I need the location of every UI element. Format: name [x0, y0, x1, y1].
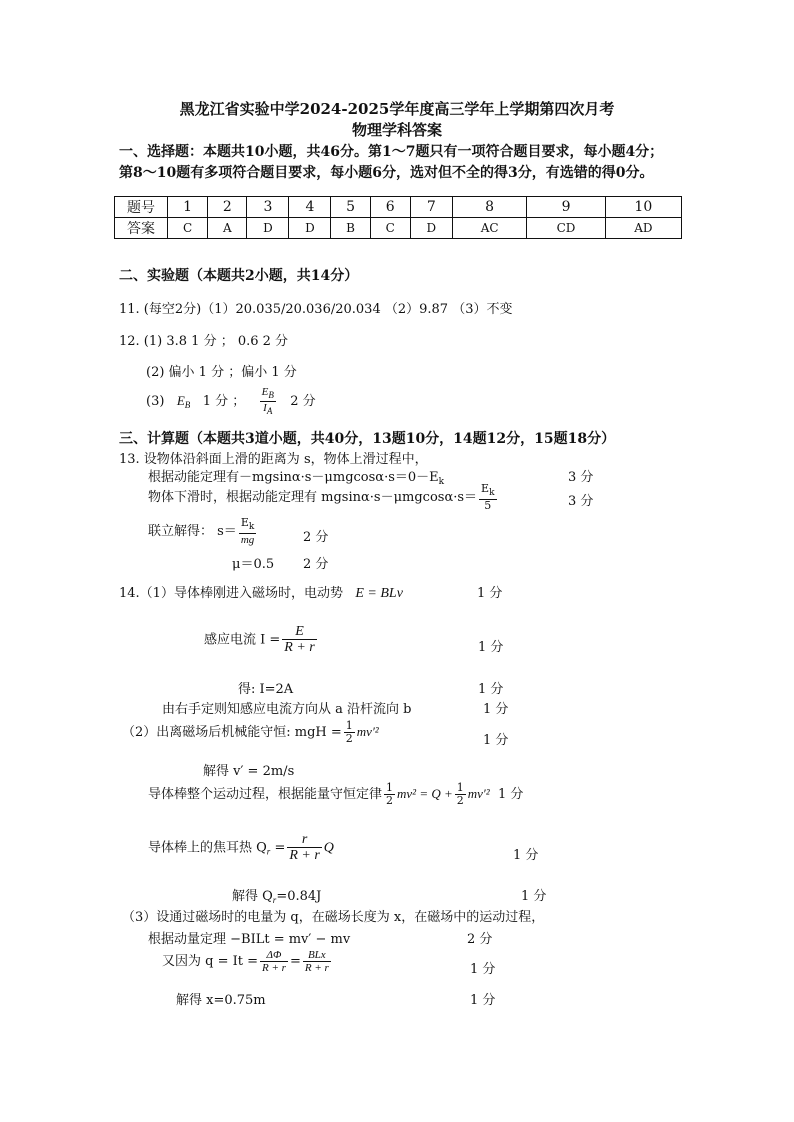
q14-line7-fraction2	[455, 782, 466, 807]
q13-line3-den: 5	[484, 498, 492, 512]
q14-line7-text: 导体棒整个运动过程，根据能量守恒定律	[148, 787, 383, 803]
q12-part2: (2) 偏小 1 分 ；偏小 1 分	[146, 365, 297, 380]
table-cell: 6	[370, 197, 410, 218]
q14-line12-fraction2	[303, 949, 331, 974]
q14-line7-den1: 2	[386, 794, 394, 808]
table-cell: D	[410, 218, 452, 239]
q13-line3-num-sub: k	[489, 488, 495, 498]
q13-line5-score: 2 分	[303, 557, 329, 572]
table-row-numbers	[115, 197, 682, 218]
q12-eb-symbol: E	[176, 392, 185, 408]
q14-line5-text: （2）出离磁场后机械能守恒: mgH =	[122, 725, 342, 741]
q14-line7-mid: mv² = Q +	[397, 786, 453, 802]
table-cell: 10	[605, 197, 681, 218]
q14-line7-fraction1	[384, 782, 395, 807]
q14-line5-den: 2	[345, 732, 353, 746]
q14-line8-num: r	[287, 832, 321, 848]
q14-line12-score: 1 分	[470, 962, 496, 977]
table-cell: 9	[527, 197, 605, 218]
q14-line1-text: 14.（1）导体棒刚进入磁场时，电动势	[119, 586, 343, 601]
q14-line8-den: R + r	[289, 848, 320, 864]
q13-line1: 13. 设物体沿斜面上滑的距离为 s，物体上滑过程中，	[119, 452, 428, 467]
q13-line4-num-sub: k	[248, 522, 255, 532]
q14-line12-num1: ΔΦ	[260, 949, 288, 962]
q14-line12-eq: =	[289, 954, 301, 970]
q14-line1-score: 1 分	[477, 586, 503, 601]
q13-line4-den: mg	[240, 533, 255, 546]
table-cell: D	[289, 218, 331, 239]
q13-line4	[148, 517, 258, 546]
q14-line6: 解得 v′ = 2m/s	[203, 764, 295, 779]
section1-heading-line1: 一、选择题：本题共10小题，共46分。第1～7题只有一项符合题目要求，每小题4分；	[119, 144, 664, 160]
q14-line3: 得: I=2A	[238, 682, 294, 697]
q13-line2-sub: k	[438, 477, 445, 487]
table-cell: AC	[452, 218, 527, 239]
q13-line4-fraction	[239, 517, 257, 546]
answer-table	[114, 196, 682, 239]
q13-line2-text: 根据动能定理有－mgsinα·s－μmgcosα·s＝0－E	[148, 470, 439, 485]
table-cell: AD	[605, 218, 681, 239]
q14-line2-num: E	[282, 624, 316, 640]
q14-line5-post: mv′²	[356, 724, 379, 740]
q14-line2-score: 1 分	[478, 640, 504, 655]
q14-line5-fraction	[344, 720, 355, 745]
q14-line12-den1: R + r	[262, 962, 286, 975]
exam-title: 黑龙江省实验中学2024-2025学年度高三学年上学期第四次月考	[179, 100, 615, 118]
q14-line4: 由右手定则知感应电流方向从 a 沿杆流向 b	[162, 702, 412, 717]
q13-line4-score: 2 分	[303, 530, 329, 545]
q12-part3-label: (3)	[146, 393, 165, 409]
q14-line5-score: 1 分	[483, 733, 509, 748]
q12-frac-den-sub: A	[266, 405, 273, 416]
q14-line7-num1: 1	[386, 781, 394, 794]
q14-line2-den: R + r	[284, 640, 315, 656]
q14-line11-score: 2 分	[467, 932, 493, 947]
table-cell: C	[168, 218, 208, 239]
q14-line7-num2: 1	[456, 781, 464, 794]
q14-line9	[232, 885, 321, 905]
q14-line11: 根据动量定理 −BILt = mv′ − mv	[148, 932, 351, 947]
section2-heading: 二、实验题（本题共2小题，共14分）	[119, 268, 359, 284]
table-cell: 5	[331, 197, 370, 218]
q13-line3-num: E	[481, 482, 490, 495]
table-cell: 1	[168, 197, 208, 218]
table-row-answers	[115, 218, 682, 239]
q14-line8-eq: =	[270, 840, 286, 856]
section1-heading-line2: 第8～10题有多项符合题目要求，每小题6分，选对但不全的得3分，有选错的得0分。	[119, 165, 654, 181]
table-cell: D	[247, 218, 289, 239]
q12-part1: 12. (1) 3.8 1 分 ； 0.6 2 分	[119, 334, 289, 349]
q12-frac-den: I	[263, 401, 267, 414]
q14-line12-num2: BLx	[303, 949, 331, 962]
q14-line12-den2: R + r	[304, 962, 329, 975]
table-cell: C	[370, 218, 410, 239]
q14-line3-score: 1 分	[478, 682, 504, 697]
q14-line7-score: 1 分	[497, 787, 524, 803]
q14-line9-text: 解得 Q	[232, 889, 273, 904]
q14-line2-fraction	[282, 624, 316, 656]
q12-part3-score2: 2 分	[290, 393, 316, 409]
q14-line8-sub: r	[266, 846, 271, 857]
q11-answer: 11. (每空2分)（1）20.035/20.036/20.034 （2）9.87 （3）不变	[119, 302, 513, 317]
table-cell: 8	[452, 197, 527, 218]
q12-fraction	[260, 386, 276, 417]
q14-line8-text: 导体棒上的焦耳热 Q	[148, 840, 267, 856]
q13-line3-text: 物体下滑时，根据动能定理有 mgsinα·s－μmgcosα·s＝	[148, 490, 478, 505]
q13-line3	[148, 483, 499, 512]
q14-line12-fraction1	[260, 949, 288, 974]
q14-line8	[148, 832, 334, 864]
q14-line7-den2: 2	[456, 794, 464, 808]
q14-line2	[204, 624, 319, 656]
table-cell: 4	[289, 197, 331, 218]
q14-line8-score: 1 分	[513, 848, 539, 863]
q14-line7	[148, 782, 523, 807]
subject-title: 物理学科答案	[351, 121, 442, 139]
q14-line1	[119, 582, 403, 602]
q14-line5	[122, 720, 379, 745]
q13-line4-num: E	[240, 516, 249, 529]
q14-line4-score: 1 分	[483, 702, 509, 717]
q14-line1-eq: E = BLv	[355, 586, 403, 601]
table-cell: 3	[247, 197, 289, 218]
table-cell: 2	[208, 197, 247, 218]
q14-line12	[162, 949, 333, 974]
section3-heading: 三、计算题（本题共3道小题，共40分，13题10分，14题12分，15题18分）	[119, 431, 616, 447]
q14-line13: 解得 x=0.75m	[176, 993, 266, 1008]
q12-eb-sub: B	[184, 399, 191, 410]
q14-line10: （3）设通过磁场时的电量为 q，在磁场长度为 x，在磁场中的运动过程，	[122, 910, 545, 925]
q12-part3	[146, 386, 316, 417]
q14-line7-post: mv′²	[467, 786, 490, 802]
q13-line4-text: 联立解得： s＝	[148, 524, 237, 539]
q12-part3-score1: 1 分 ；	[202, 393, 246, 409]
table-cell: A	[208, 218, 247, 239]
q14-line13-score: 1 分	[470, 993, 496, 1008]
q14-line8-fraction	[287, 832, 321, 864]
table-cell: 7	[410, 197, 452, 218]
q13-line3-score: 3 分	[568, 494, 594, 509]
table-header-cell: 题号	[115, 197, 168, 218]
q13-line3-fraction	[479, 483, 497, 512]
q12-frac-num: E	[261, 386, 269, 398]
q14-line9-post: =0.84J	[276, 889, 322, 904]
q14-line9-sub: r	[272, 895, 277, 905]
q14-line2-text: 感应电流 I =	[204, 632, 281, 648]
table-cell: CD	[527, 218, 605, 239]
q14-line12-text: 又因为 q = It =	[162, 954, 258, 970]
q14-line5-num: 1	[345, 719, 353, 732]
table-cell: B	[331, 218, 370, 239]
table-header-cell: 答案	[115, 218, 168, 239]
q14-line9-score: 1 分	[521, 889, 547, 904]
q13-line5: μ＝0.5	[232, 557, 275, 572]
q14-line8-post: Q	[323, 840, 334, 856]
q13-line2-score: 3 分	[568, 470, 594, 485]
q12-frac-num-sub: B	[268, 390, 274, 400]
